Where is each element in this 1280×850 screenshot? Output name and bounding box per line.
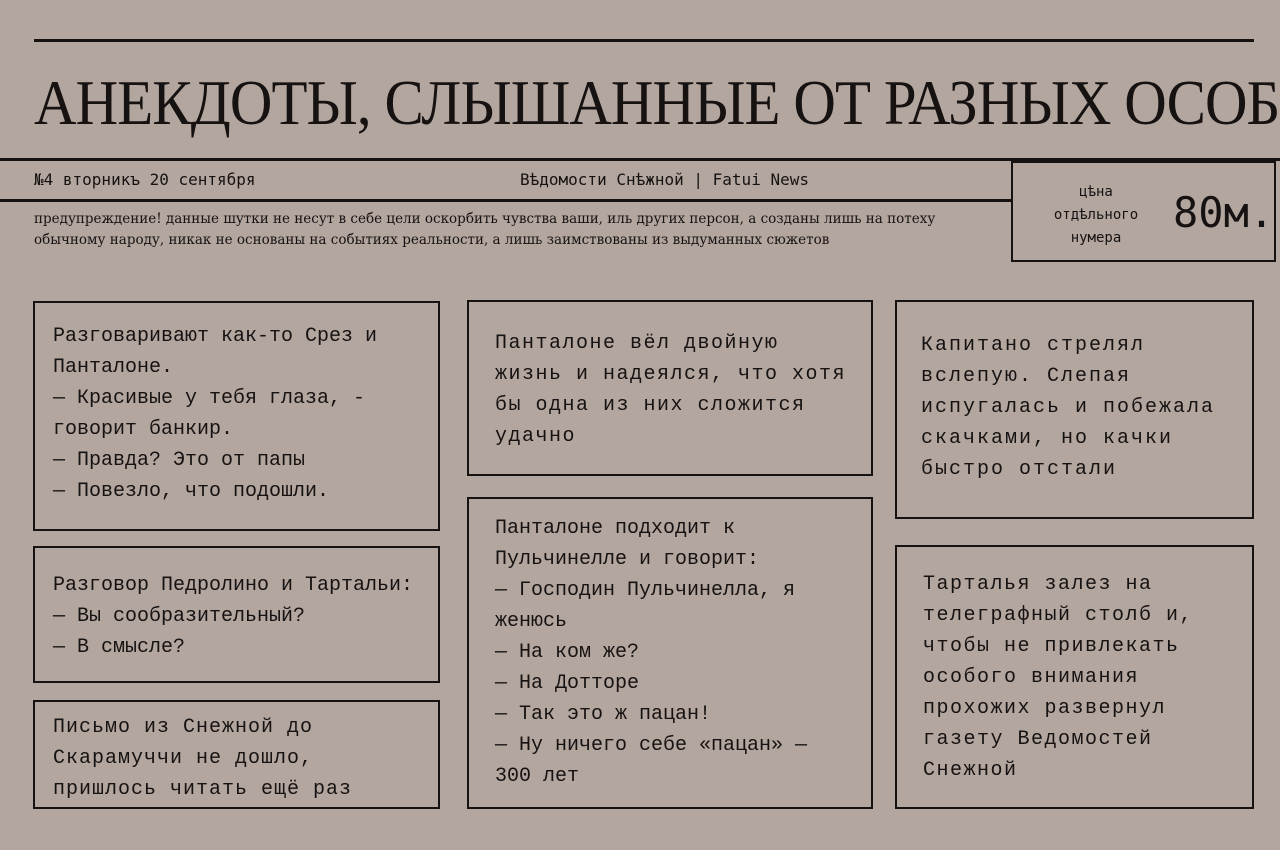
- joke-box-1: Разговаривают как-то Срез и Панталоне. — Красивые у тебя глаза, - говорит банкир. — Правда? Это от папы — Повезло, что подошли.: [33, 301, 440, 531]
- joke-box-3: Письмо из Снежной до Скарамуччи не дошло, пришлось читать ещё раз: [33, 700, 440, 809]
- price-box: [1011, 161, 1276, 262]
- joke-box-7: Тарталья залез на телеграфный столб и, чтобы не привлекать особого внимания прохожих развернул газету Ведомостей Снежной: [895, 545, 1254, 809]
- price-value: 80м.: [1173, 188, 1275, 237]
- joke-box-5: Панталоне подходит к Пульчинелле и говорит: — Господин Пульчинелла, я женюсь — На ком же? — На Дотторе — Так это ж пацан! — Ну ничего себе «пацан» — 300 лет: [467, 497, 873, 809]
- price-label: цѣна отдѣльного нумера: [1053, 184, 1139, 246]
- joke-box-6: Капитано стрелял вслепую. Слепая испугалась и побежала скачками, но качки быстро отстали: [895, 300, 1254, 519]
- disclaimer-text: предупреждение! данные шутки не несут в себе цели оскорбить чувства ваши, иль других персон, а созданы лишь на потеху обычному народу, никак не основаны на событиях реальности, а лишь заимствованы из выдуманных сюжетов: [34, 211, 936, 248]
- newspaper-name: Вѣдомости Снѣжной | Fatui News: [520, 170, 809, 189]
- page-title: АНЕКДОТЫ, СЛЫШАННЫЕ ОТ РАЗНЫХ ОСОБ: [34, 67, 1280, 138]
- issue-date: №4 вторникъ 20 сентября: [34, 170, 256, 189]
- masthead-rule-lower: [0, 199, 1012, 202]
- joke-box-4: Панталоне вёл двойную жизнь и надеялся, что хотя бы одна из них сложится удачно: [467, 300, 873, 476]
- joke-box-2: Разговор Педролино и Тартальи: — Вы сообразительный? — В смысле?: [33, 546, 440, 683]
- top-rule: [34, 39, 1254, 42]
